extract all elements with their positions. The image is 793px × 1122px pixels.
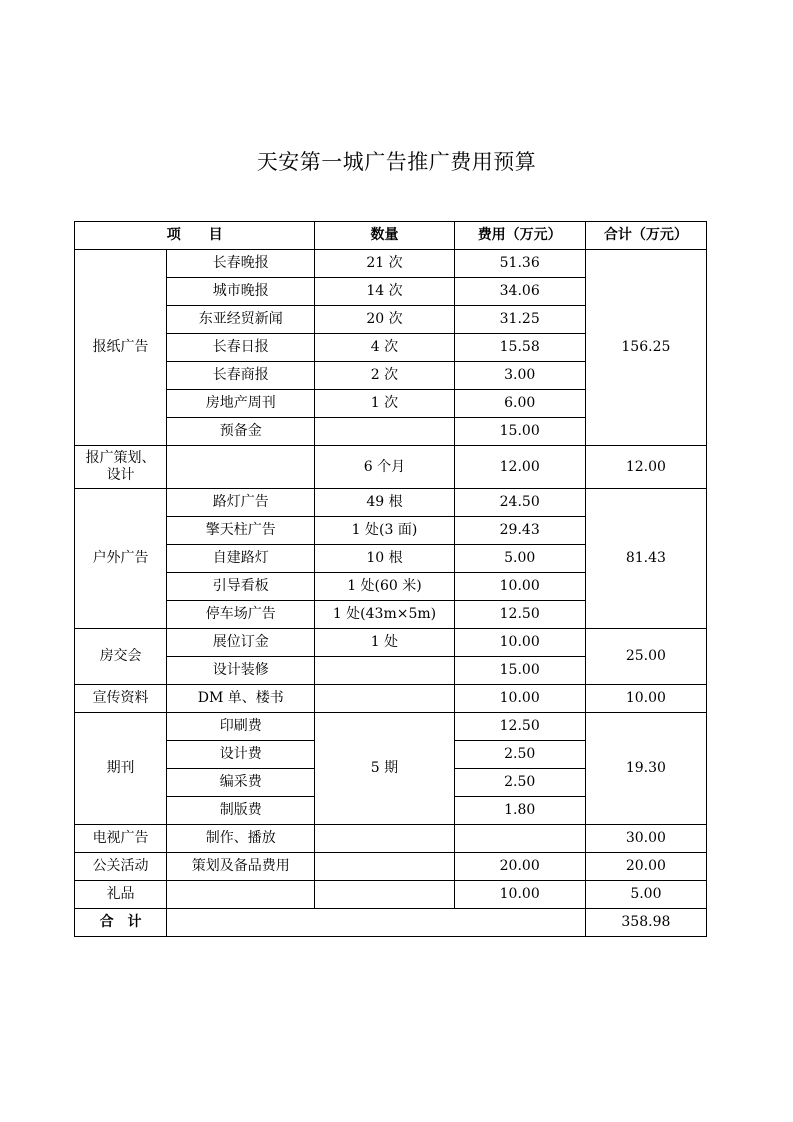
cost-cell: 15.00: [454, 418, 585, 446]
qty-cell: 1 处(3 面): [315, 517, 454, 545]
cost-cell: 51.36: [454, 250, 585, 278]
qty-cell: [315, 881, 454, 909]
item-cell: 引导看板: [167, 573, 315, 601]
item-cell: 停车场广告: [167, 601, 315, 629]
category-tv: 电视广告: [75, 825, 167, 853]
cost-cell: 15.58: [454, 334, 585, 362]
item-cell: DM 单、楼书: [167, 685, 315, 713]
cost-cell: 3.00: [454, 362, 585, 390]
item-cell: 设计装修: [167, 657, 315, 685]
table-row: [75, 250, 707, 278]
subtotal-tv: 30.00: [585, 825, 706, 853]
category-newspaper: 报纸广告: [75, 250, 167, 446]
item-cell: 设计费: [167, 741, 315, 769]
cost-cell: [454, 825, 585, 853]
grand-total-row: [75, 909, 707, 937]
header-item: 项 目: [75, 222, 315, 250]
item-cell: 长春日报: [167, 334, 315, 362]
qty-cell: 14 次: [315, 278, 454, 306]
category-planning-line2: 设计: [106, 467, 135, 483]
subtotal-periodical: 19.30: [585, 713, 706, 825]
category-gifts: 礼品: [75, 881, 167, 909]
cost-cell: 24.50: [454, 489, 585, 517]
grand-total-spacer: [167, 909, 586, 937]
cost-cell: 20.00: [454, 853, 585, 881]
qty-cell: [315, 825, 454, 853]
subtotal-outdoor: 81.43: [585, 489, 706, 629]
item-cell: 印刷费: [167, 713, 315, 741]
qty-cell: [315, 657, 454, 685]
category-promo: 宣传资料: [75, 685, 167, 713]
subtotal-planning: 12.00: [585, 446, 706, 489]
item-cell: 东亚经贸新闻: [167, 306, 315, 334]
item-cell: 编采费: [167, 769, 315, 797]
qty-cell: 6 个月: [315, 446, 454, 489]
header-quantity: 数量: [315, 222, 454, 250]
table-row: [75, 881, 707, 909]
qty-cell: 1 处(43m×5m): [315, 601, 454, 629]
qty-cell: 1 处: [315, 629, 454, 657]
item-cell: 展位订金: [167, 629, 315, 657]
subtotal-pr: 20.00: [585, 853, 706, 881]
subtotal-newspaper: 156.25: [585, 250, 706, 446]
item-cell: 长春晚报: [167, 250, 315, 278]
header-cost: 费用（万元）: [454, 222, 585, 250]
category-planning: [75, 446, 167, 489]
cost-cell: 10.00: [454, 685, 585, 713]
cost-cell: 10.00: [454, 629, 585, 657]
table-row: [75, 853, 707, 881]
category-periodical: 期刊: [75, 713, 167, 825]
subtotal-expo: 25.00: [585, 629, 706, 685]
item-cell: 城市晚报: [167, 278, 315, 306]
item-cell: 预备金: [167, 418, 315, 446]
cost-cell: 34.06: [454, 278, 585, 306]
qty-cell: 4 次: [315, 334, 454, 362]
cost-cell: 10.00: [454, 881, 585, 909]
qty-cell: 49 根: [315, 489, 454, 517]
item-cell: 长春商报: [167, 362, 315, 390]
qty-cell: 1 处(60 米): [315, 573, 454, 601]
cost-cell: 29.43: [454, 517, 585, 545]
table-row: [75, 685, 707, 713]
qty-cell: 20 次: [315, 306, 454, 334]
item-cell: 策划及备品费用: [167, 853, 315, 881]
table-row: [75, 713, 707, 741]
item-cell: 制作、播放: [167, 825, 315, 853]
cost-cell: 15.00: [454, 657, 585, 685]
qty-cell: 1 次: [315, 390, 454, 418]
subtotal-promo: 10.00: [585, 685, 706, 713]
cost-cell: 12.50: [454, 713, 585, 741]
cost-cell: 6.00: [454, 390, 585, 418]
qty-cell: 21 次: [315, 250, 454, 278]
category-outdoor: 户外广告: [75, 489, 167, 629]
item-cell: 路灯广告: [167, 489, 315, 517]
cost-cell: 10.00: [454, 573, 585, 601]
header-total: 合计（万元）: [585, 222, 706, 250]
page-title: 天安第一城广告推广费用预算: [256, 150, 537, 174]
cost-cell: 2.50: [454, 741, 585, 769]
qty-cell: [315, 853, 454, 881]
budget-table: [74, 221, 707, 937]
item-cell: [167, 881, 315, 909]
item-cell: [167, 446, 315, 489]
table-row: [75, 489, 707, 517]
subtotal-gifts: 5.00: [585, 881, 706, 909]
qty-cell: 10 根: [315, 545, 454, 573]
qty-cell: [315, 685, 454, 713]
cost-cell: 5.00: [454, 545, 585, 573]
cost-cell: 31.25: [454, 306, 585, 334]
category-pr: 公关活动: [75, 853, 167, 881]
cost-cell: 1.80: [454, 797, 585, 825]
qty-cell: 2 次: [315, 362, 454, 390]
item-cell: 擎天柱广告: [167, 517, 315, 545]
category-expo: 房交会: [75, 629, 167, 685]
table-row: [75, 629, 707, 657]
category-planning-line1: 报广策划、: [85, 450, 156, 466]
cost-cell: 2.50: [454, 769, 585, 797]
grand-total-label: 合 计: [75, 909, 167, 937]
table-header-row: [75, 222, 707, 250]
cost-cell: 12.50: [454, 601, 585, 629]
cost-cell: 12.00: [454, 446, 585, 489]
item-cell: 自建路灯: [167, 545, 315, 573]
grand-total-value: 358.98: [585, 909, 706, 937]
item-cell: 房地产周刊: [167, 390, 315, 418]
qty-cell: [315, 418, 454, 446]
table-row: [75, 446, 707, 489]
table-row: [75, 825, 707, 853]
item-cell: 制版费: [167, 797, 315, 825]
qty-periodical: 5 期: [315, 713, 454, 825]
